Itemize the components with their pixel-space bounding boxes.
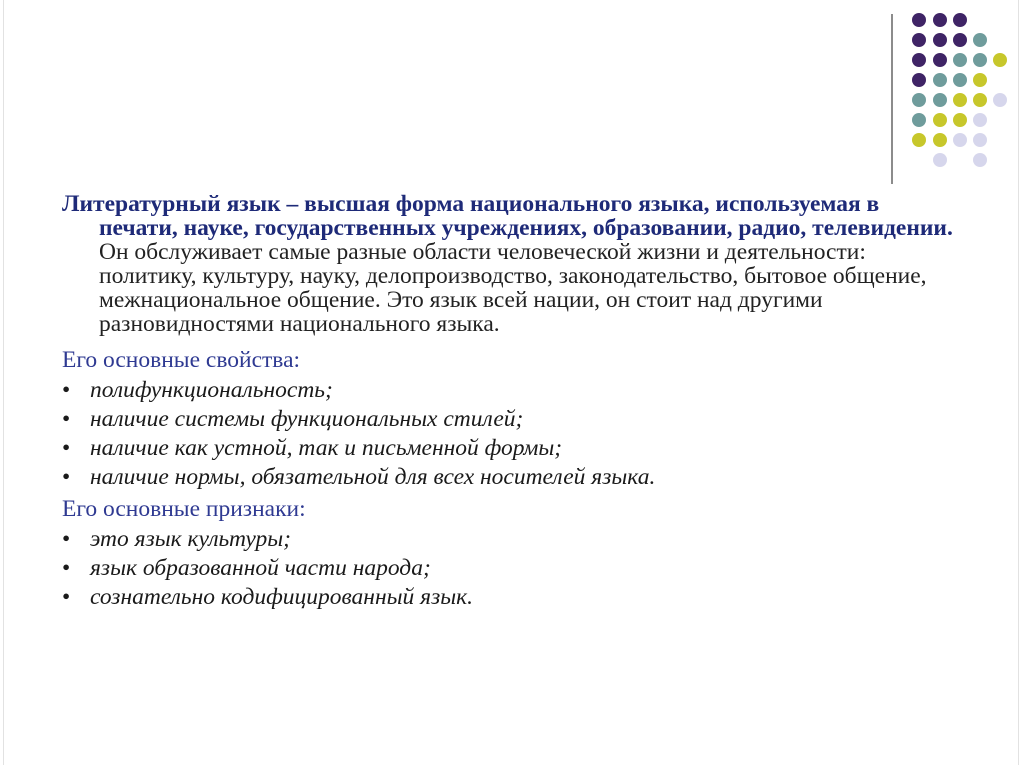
decorative-dot [973, 53, 987, 67]
bullet-icon: • [62, 555, 71, 581]
decorative-dot [993, 93, 1007, 107]
decorative-dot [912, 33, 926, 47]
decorative-dot [912, 13, 926, 27]
bullet-icon: • [62, 526, 71, 552]
properties-heading: Его основные свойства: [62, 347, 301, 373]
decorative-dot [953, 133, 967, 147]
definition-text: Он обслуживает самые разные области человеческой жизни и деятельности: политику, культуру, науку, делопроизводство, законодательство, бытовое общение, межнациональное общение. Это язык всей нации, он стоит над другими разновидностями национального языка. [99, 239, 927, 337]
decorative-dot [973, 93, 987, 107]
features-list [62, 527, 962, 609]
decorative-dot [912, 93, 926, 107]
decorative-dot [953, 13, 967, 27]
decorative-dot [953, 113, 967, 127]
decorative-dot [933, 13, 947, 27]
decorative-dot [973, 133, 987, 147]
bullet-icon: • [62, 464, 71, 490]
decorative-dot [953, 53, 967, 67]
decorative-dot [912, 133, 926, 147]
bullet-icon: • [62, 435, 71, 461]
properties-list [62, 378, 962, 489]
decorative-dot [912, 53, 926, 67]
decorative-dot [933, 133, 947, 147]
list-item: • наличие как устной, так и письменной формы; [62, 435, 563, 461]
decorative-dot [933, 53, 947, 67]
decorative-dot [953, 33, 967, 47]
decorative-dot [973, 33, 987, 47]
decorative-dot [933, 73, 947, 87]
decorative-dot [912, 113, 926, 127]
list-item: • наличие нормы, обязательной для всех носителей языка. [62, 464, 656, 490]
slide-body [62, 192, 962, 617]
bullet-icon: • [62, 584, 71, 610]
decorative-dot [993, 53, 1007, 67]
decorative-dot [973, 73, 987, 87]
bullet-icon: • [62, 406, 71, 432]
list-item: • полифункциональность; [62, 377, 333, 403]
decorative-dot [933, 113, 947, 127]
bullet-icon: • [62, 377, 71, 403]
decorative-dot [953, 93, 967, 107]
decorative-dot [933, 33, 947, 47]
definition-term: Литературный язык – высшая форма национального языка, используемая в печати, науке, государственных учреждениях, образовании, радио, телевидении. [62, 191, 953, 241]
list-item: • сознательно кодифицированный язык. [62, 584, 474, 610]
decorative-dot [973, 153, 987, 167]
decorative-dot [912, 73, 926, 87]
list-item: • наличие системы функциональных стилей; [62, 406, 524, 432]
decorative-dot [953, 73, 967, 87]
definition-paragraph [62, 192, 962, 336]
decorative-dot [933, 153, 947, 167]
decorative-dot [933, 93, 947, 107]
list-item: • это язык культуры; [62, 526, 291, 552]
features-heading: Его основные признаки: [62, 496, 306, 522]
list-item: • язык образованной части народа; [62, 555, 431, 581]
decorative-dot [973, 113, 987, 127]
decorative-dot-grid [0, 0, 1024, 200]
